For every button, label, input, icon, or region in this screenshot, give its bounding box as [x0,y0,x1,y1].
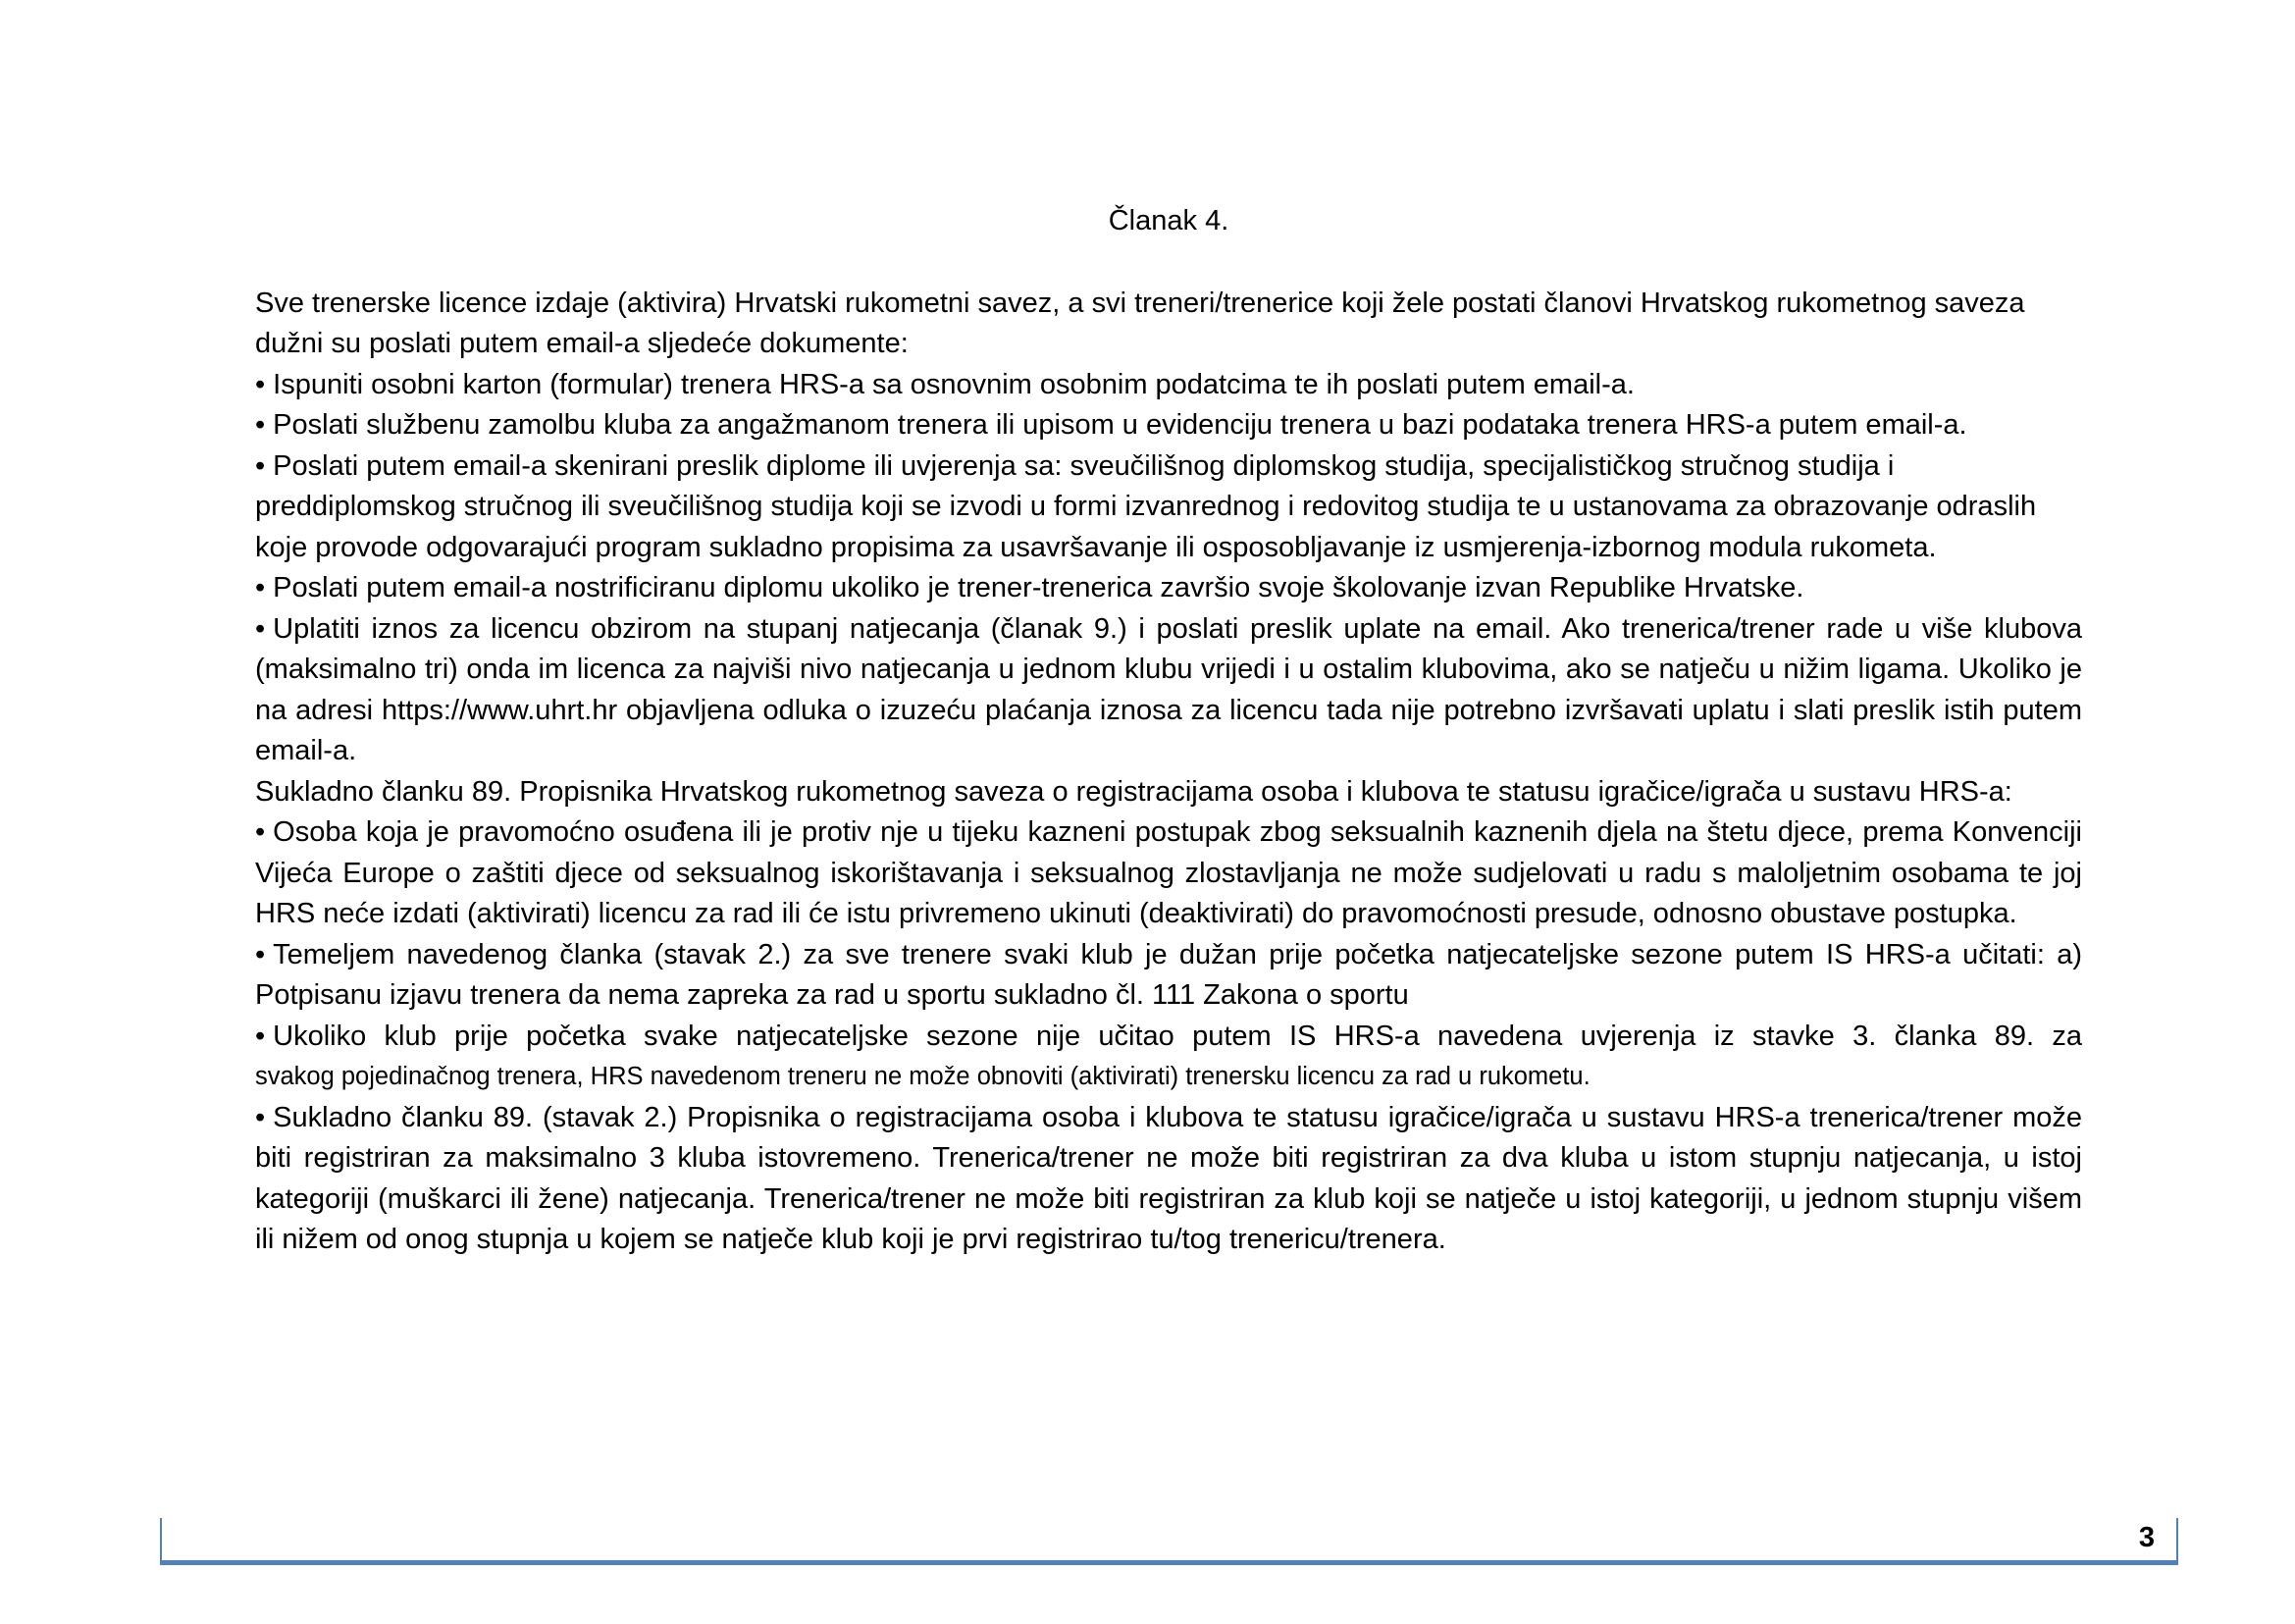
page-footer [160,1518,2178,1565]
bullet-icon: • [255,1101,266,1133]
bullet-icon: • [255,572,266,603]
bullet-icon: • [255,612,266,645]
list-item-text: Poslati putem email-a nostrificiranu diplomu ukoliko je trener-trenerica završio svoje školovanje izvan Republike Hrvatske. [273,572,1804,603]
list-item [255,405,2082,446]
footer-left-divider [160,1518,162,1563]
list-item [255,446,2082,569]
bullet-icon: • [255,368,266,400]
list-item [255,1017,2082,1058]
list-item-continuation: svakog pojedinačnog trenera, HRS navedenom treneru ne može obnoviti (aktivirati) trenersku licencu za rad u rukometu. [255,1063,1591,1090]
bullet-icon: • [255,816,266,848]
bullet-icon: • [255,1020,266,1052]
list-item [255,935,2082,1017]
statute-intro: Sukladno članku 89. Propisnika Hrvatskog rukometnog saveza o registracijama osoba i klubova te statusu igračice/igrača u sustavu HRS-a: [255,775,2012,808]
bullet-icon: • [255,449,266,482]
bullet-icon: • [255,938,266,970]
document-body [255,201,2082,1261]
list-item-text: Osoba koja je pravomoćno osuđena ili je protiv nje u tijeku kazneni postupak zbog seksualnih kaznenih djela na štetu djece, prema Konvenciji Vijeća Europe o zaštiti djece od seksualnog iskorištavanja i seksualnog zlostavljanja ne može sudjelovati u radu s maloljetnim osobama te joj HRS neće izdati (aktivirati) licencu za rad ili će istu privremeno ukinuti (deaktivirati) do pravomoćnosti presude, odnosno obustave postupka. [255,816,2082,929]
footer-rule [160,1560,2178,1565]
intro-paragraph: Sve trenerske licence izdaje (aktivira) Hrvatski rukometni savez, a svi treneri/trenerice koji žele postati članovi Hrvatskog rukometnog saveza dužni su poslati putem email-a sljedeće dokumente: [255,287,2025,359]
list-item [255,568,2082,609]
article-title: Članak 4. [1108,205,1229,236]
list-item-text: Sukladno članku 89. (stavak 2.) Propisnika o registracijama osoba i klubova te statusu igračice/igrača u sustavu HRS-a trenerica/trener može biti registriran za maksimalno 3 kluba istovremeno. Trenerica/trener ne može biti registriran za dva kluba u istom stupnju natjecanja, u istoj kategoriji (muškarci ili žene) natjecanja. Trenerica/trener ne može biti registriran za klub koji se natječe u istoj kategoriji, u jednom stupnju višem ili nižem od onog stupnja u kojem se natječe klub koji je prvi registrirao tu/tog trenericu/trenera. [255,1101,2082,1255]
list-item-text: Temeljem navedenog članka (stavak 2.) za sve trenere svaki klub je dužan prije početka natjecateljske sezone putem IS HRS-a učitati: a) Potpisanu izjavu trenera da nema zapreka za rad u sportu sukladno čl. 111 Zakona o sportu [255,938,2082,1011]
bullet-icon: • [255,409,266,441]
list-item-text: Poslati službenu zamolbu kluba za angažmanom trenera ili upisom u evidenciju trenera u bazi podataka trenera HRS-a putem email-a. [273,409,1967,441]
list-item [255,812,2082,935]
list-item-text: Ukoliko klub prije početka svake natjecateljske sezone nije učitao putem IS HRS-a navedena uvjerenja iz stavke 3. članka 89. za [273,1020,2082,1052]
list-item [255,1098,2082,1261]
list-item-text: Ispuniti osobni karton (formular) trenera HRS-a sa osnovnim osobnim podatcima te ih poslati putem email-a. [273,368,1635,400]
list-item [255,365,2082,406]
list-item [255,609,2082,772]
footer-right-divider [2176,1518,2178,1563]
page-number: 3 [2138,1522,2155,1553]
list-item-text: Uplatiti iznos za licencu obzirom na stupanj natjecanja (članak 9.) i poslati preslik uplate na email. Ako trenerica/trener rade u više klubova (maksimalno tri) onda im licenca za najviši nivo natjecanja u jednom klubu vrijedi i u ostalim klubovima, ako se natječu u nižim ligama. Ukoliko je na adresi https://www.uhrt.hr objavljena odluka o izuzeću plaćanja iznosa za licencu tada nije potrebno izvršavati uplatu i slati preslik istih putem email-a. [255,612,2082,766]
list-item-text: Poslati putem email-a skenirani preslik diplome ili uvjerenja sa: sveučilišnog diplomskog studija, specijalističkog stručnog studija i preddiplomskog stručnog ili sveučilišnog studija koji se izvodi u formi izvanrednog i redovitog studija te u ustanovama za obrazovanje odraslih koje provode odgovarajući program sukladno propisima za usavršavanje ili osposobljavanje iz usmjerenja-izbornog modula rukometa. [255,449,2037,563]
